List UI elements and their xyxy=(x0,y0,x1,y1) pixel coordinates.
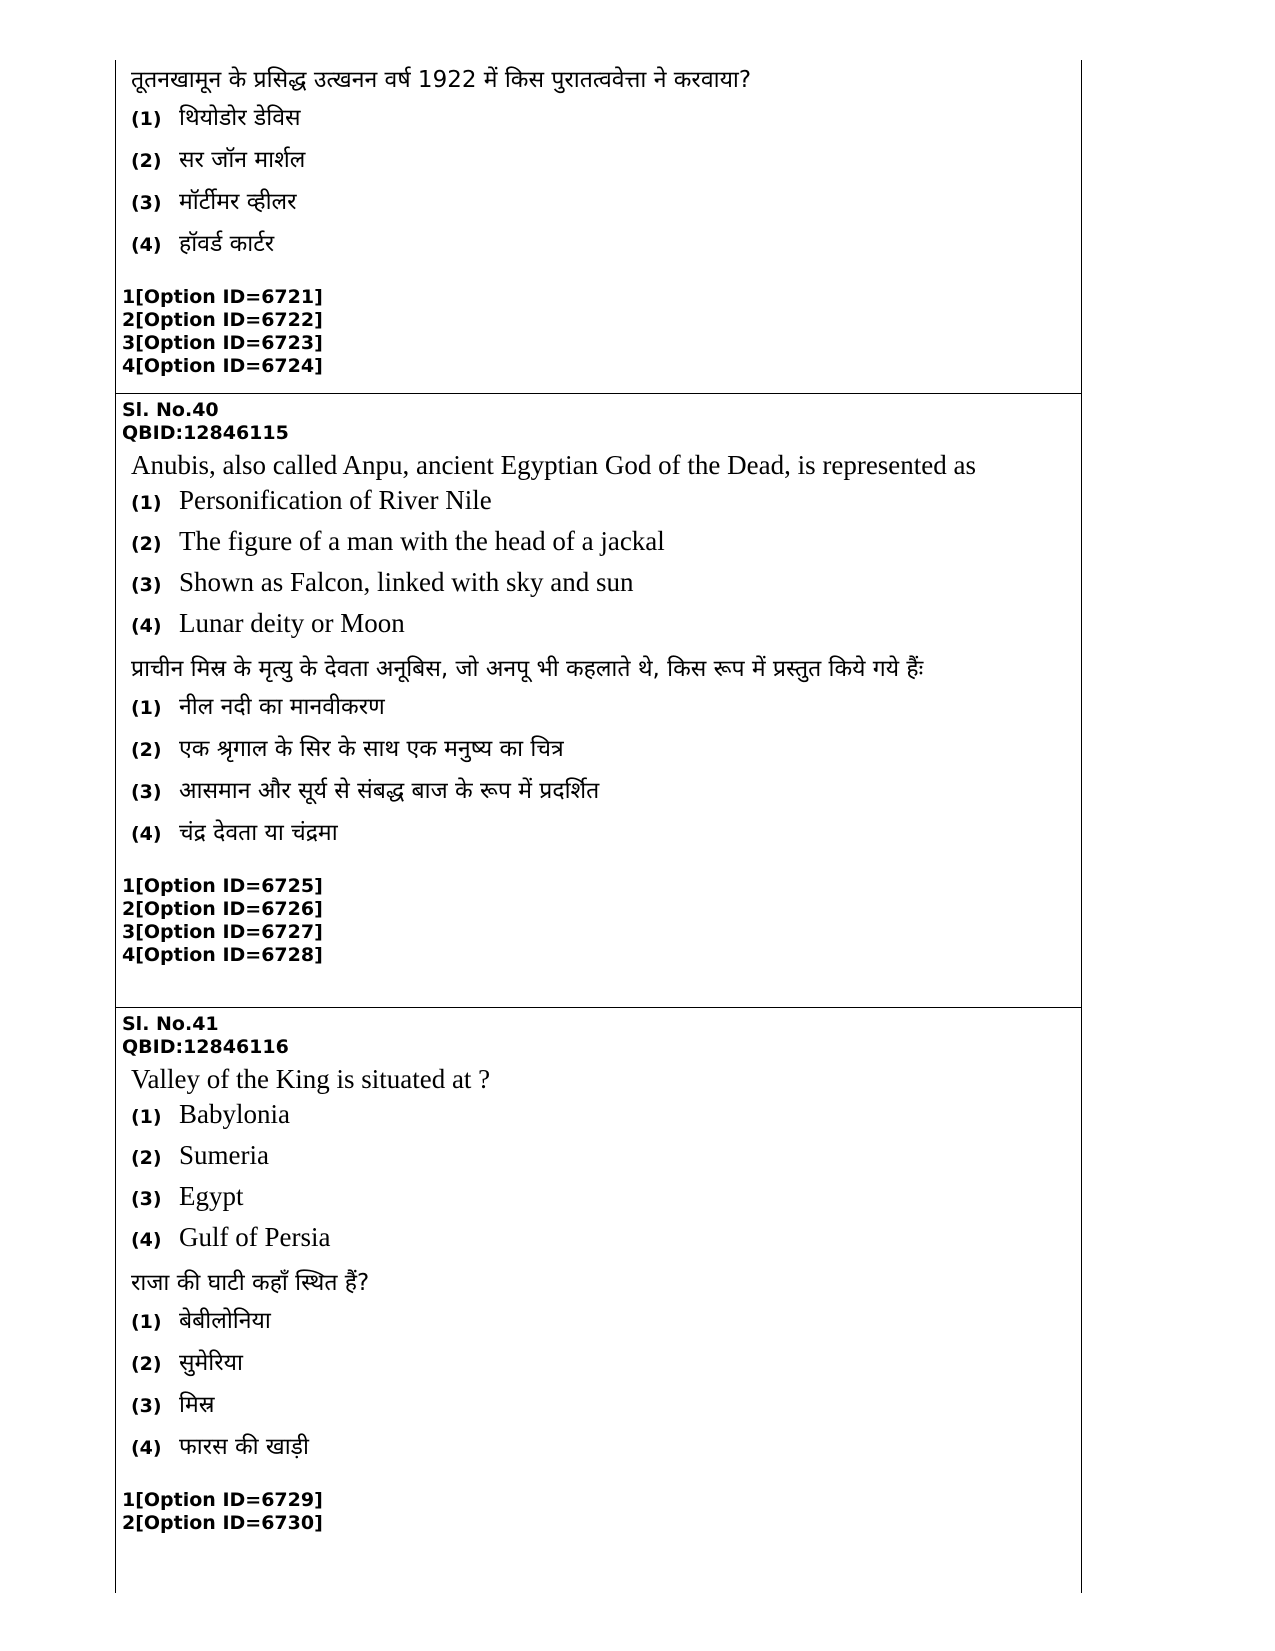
option-hindi xyxy=(122,184,1081,226)
option-english xyxy=(122,608,1081,649)
option-number: (4) xyxy=(131,615,162,637)
option-number: (3) xyxy=(131,1395,162,1417)
option-text: सुमेरिया xyxy=(179,1350,243,1376)
option-number: (1) xyxy=(131,1106,162,1128)
serial-number: Sl. No.40 xyxy=(122,399,219,421)
option-number: (4) xyxy=(131,823,162,845)
option-number: (1) xyxy=(131,108,162,130)
option-text: Shown as Falcon, linked with sky and sun xyxy=(179,567,634,597)
option-id: 3[Option ID=6727] xyxy=(122,921,323,943)
option-hindi xyxy=(122,773,1081,815)
option-english xyxy=(122,567,1081,608)
serial-number: Sl. No.41 xyxy=(122,1013,219,1035)
option-text: बेबीलोनिया xyxy=(179,1308,271,1334)
option-english xyxy=(122,1222,1081,1263)
option-text: The figure of a man with the head of a jackal xyxy=(179,526,665,556)
option-hindi xyxy=(122,1429,1081,1471)
option-text: Egypt xyxy=(179,1181,244,1211)
option-number: (4) xyxy=(131,234,162,256)
option-id: 1[Option ID=6729] xyxy=(122,1489,323,1511)
option-id-list xyxy=(122,875,1081,967)
question-text-hindi: राजा की घाटी कहाँ स्थित हैं? xyxy=(131,1270,370,1296)
question-paper-page xyxy=(115,60,1082,1593)
option-text: Sumeria xyxy=(179,1140,269,1170)
option-english xyxy=(122,1140,1081,1181)
option-number: (4) xyxy=(131,1229,162,1251)
option-hindi xyxy=(122,731,1081,773)
option-text: Personification of River Nile xyxy=(179,485,492,515)
option-text: हॉवर्ड कार्टर xyxy=(179,231,275,257)
question-text-hindi: प्राचीन मिस्र के मृत्यु के देवता अनूबिस, जो अनपू भी कहलाते थे, किस रूप में प्रस्तुत किये गये हैंः xyxy=(131,656,924,682)
option-id: 1[Option ID=6725] xyxy=(122,875,323,897)
option-id: 4[Option ID=6724] xyxy=(122,355,323,377)
option-hindi xyxy=(122,689,1081,731)
option-hindi xyxy=(122,1345,1081,1387)
option-number: (3) xyxy=(131,781,162,803)
option-id: 4[Option ID=6728] xyxy=(122,944,323,966)
option-number: (4) xyxy=(131,1437,162,1459)
option-text: Lunar deity or Moon xyxy=(179,608,405,638)
option-number: (3) xyxy=(131,574,162,596)
option-hindi xyxy=(122,1303,1081,1345)
question-text-hindi: तूतनखामून के प्रसिद्ध उत्खनन वर्ष 1922 में किस पुरातत्ववेत्ता ने करवाया? xyxy=(131,67,752,93)
option-english xyxy=(122,1181,1081,1222)
option-hindi xyxy=(122,226,1081,268)
option-id-list xyxy=(122,286,1081,378)
option-text: Gulf of Persia xyxy=(179,1222,331,1252)
option-id: 3[Option ID=6723] xyxy=(122,332,323,354)
option-text: Babylonia xyxy=(179,1099,290,1129)
qbid: QBID:12846116 xyxy=(122,1036,289,1058)
option-english xyxy=(122,1099,1081,1140)
option-number: (2) xyxy=(131,1353,162,1375)
option-text: नील नदी का मानवीकरण xyxy=(179,694,385,720)
option-hindi xyxy=(122,1387,1081,1429)
option-id: 1[Option ID=6721] xyxy=(122,286,323,308)
option-number: (2) xyxy=(131,533,162,555)
option-id-list xyxy=(122,1489,1081,1535)
option-english xyxy=(122,485,1081,526)
option-number: (2) xyxy=(131,150,162,172)
option-hindi xyxy=(122,142,1081,184)
question-text-english: Valley of the King is situated at ? xyxy=(131,1064,491,1094)
option-number: (3) xyxy=(131,192,162,214)
question-block-39 xyxy=(116,60,1081,393)
option-english xyxy=(122,526,1081,567)
question-block-41 xyxy=(116,1007,1081,1535)
question-text-english: Anubis, also called Anpu, ancient Egyptian God of the Dead, is represented as xyxy=(131,450,977,480)
option-text: फारस की खाड़ी xyxy=(179,1434,309,1460)
option-text: आसमान और सूर्य से संबद्ध बाज के रूप में प्रदर्शित xyxy=(179,778,600,804)
qbid: QBID:12846115 xyxy=(122,422,289,444)
option-number: (1) xyxy=(131,1311,162,1333)
option-hindi xyxy=(122,815,1081,857)
option-id: 2[Option ID=6730] xyxy=(122,1512,323,1534)
option-text: थियोडोर डेविस xyxy=(179,105,301,131)
option-text: सर जॉन मार्शल xyxy=(179,147,306,173)
option-text: मिस्र xyxy=(179,1392,215,1418)
question-block-40 xyxy=(116,393,1081,1007)
option-number: (2) xyxy=(131,739,162,761)
option-id: 2[Option ID=6726] xyxy=(122,898,323,920)
option-number: (1) xyxy=(131,492,162,514)
option-number: (3) xyxy=(131,1188,162,1210)
option-number: (2) xyxy=(131,1147,162,1169)
option-hindi xyxy=(122,100,1081,142)
option-number: (1) xyxy=(131,697,162,719)
option-text: चंद्र देवता या चंद्रमा xyxy=(179,820,338,846)
option-id: 2[Option ID=6722] xyxy=(122,309,323,331)
option-text: एक श्रृगाल के सिर के साथ एक मनुष्य का चित्र xyxy=(179,736,564,762)
option-text: मॉर्टीमर व्हीलर xyxy=(179,189,297,215)
